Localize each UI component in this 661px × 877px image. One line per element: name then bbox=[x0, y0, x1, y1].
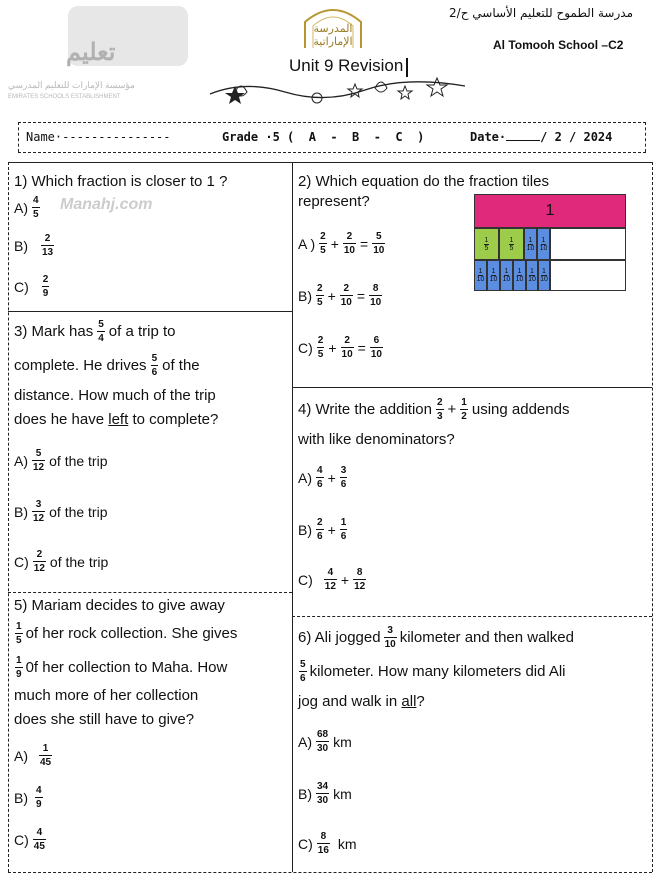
q2-option-b[interactable]: B) $\frac{2}{5}$ + $\frac{2}{10}$ = $\frac{8}{10}$ bbox=[298, 283, 382, 308]
text: of a trip to bbox=[108, 323, 176, 340]
fraction bbox=[324, 568, 337, 592]
info-box-left bbox=[18, 122, 19, 152]
text: B) bbox=[14, 238, 28, 254]
text: kilometer and then walked bbox=[399, 629, 574, 646]
denominator: 30 bbox=[317, 743, 329, 754]
q4-text-line1 bbox=[298, 398, 569, 422]
text: B) bbox=[14, 790, 28, 806]
fraction bbox=[369, 284, 382, 308]
tile-tenth bbox=[500, 260, 513, 291]
watermark-site: Manahj.com bbox=[60, 196, 153, 213]
text: B) bbox=[298, 786, 312, 802]
fraction bbox=[35, 786, 43, 810]
q2-text-line2: represent? bbox=[298, 193, 370, 210]
numerator: 4 bbox=[317, 465, 323, 476]
info-box-bottom bbox=[18, 152, 646, 153]
q5-text-line5: does she still have to give? bbox=[14, 711, 195, 728]
numerator: 34 bbox=[317, 781, 329, 792]
fraction bbox=[32, 500, 45, 524]
q3-option-b[interactable] bbox=[14, 500, 108, 524]
denominator: 12 bbox=[354, 581, 366, 592]
fraction bbox=[316, 284, 324, 308]
date-field[interactable] bbox=[470, 130, 612, 144]
text: A) bbox=[14, 453, 28, 469]
q2-option-c[interactable]: C) $\frac{2}{5}$ + $\frac{2}{10}$ = $\frac{6}{10}$ bbox=[298, 335, 382, 360]
fraction bbox=[340, 284, 353, 308]
denominator: 9 bbox=[16, 669, 22, 680]
text: 5 bbox=[484, 244, 489, 252]
text: 1 bbox=[484, 236, 489, 244]
denominator: 45 bbox=[40, 757, 52, 768]
watermark-org-en: EMIRATES SCHOOLS ESTABLISHMENT bbox=[8, 94, 121, 100]
denominator: 13 bbox=[42, 247, 54, 258]
tile-tenth bbox=[538, 260, 550, 291]
text: 10 bbox=[528, 276, 536, 283]
text: ? bbox=[416, 693, 425, 710]
text: B) bbox=[298, 288, 312, 304]
denominator: 10 bbox=[341, 349, 353, 360]
numerator: 2 bbox=[340, 284, 353, 296]
numerator: 4 bbox=[36, 785, 42, 796]
grid-right-row2 bbox=[292, 616, 652, 617]
numerator: 5 bbox=[300, 659, 306, 670]
denominator: 6 bbox=[317, 531, 323, 542]
fraction bbox=[316, 730, 329, 754]
text: C) bbox=[14, 279, 29, 295]
watermark-logo bbox=[8, 4, 183, 114]
text: A ) bbox=[298, 236, 316, 252]
denominator: 10 bbox=[343, 245, 355, 256]
denominator: 12 bbox=[33, 462, 45, 473]
denominator: 12 bbox=[33, 513, 45, 524]
text: km bbox=[337, 836, 357, 852]
fraction bbox=[15, 622, 23, 646]
fraction bbox=[317, 336, 325, 360]
numerator: 5 bbox=[98, 319, 104, 330]
text: complete. He drives bbox=[14, 357, 147, 374]
numerator: 2 bbox=[436, 397, 443, 408]
q5-option-b[interactable] bbox=[14, 786, 44, 810]
text: 3) Mark has bbox=[14, 323, 94, 340]
q5-text-line3 bbox=[14, 656, 227, 680]
q3-text-line1 bbox=[14, 320, 175, 344]
q5-text-line2 bbox=[14, 622, 237, 646]
text: C) bbox=[298, 572, 313, 588]
date-value: / 2 / 2024 bbox=[540, 130, 613, 144]
watermark-brand: تعليم bbox=[66, 39, 116, 66]
denominator: 10 bbox=[370, 297, 382, 308]
text: 10 bbox=[526, 244, 535, 252]
text: 1 bbox=[545, 202, 555, 219]
q5-option-c[interactable] bbox=[14, 828, 47, 852]
denominator: 9 bbox=[36, 799, 42, 810]
q6-option-b[interactable] bbox=[298, 782, 352, 806]
numerator: 4 bbox=[324, 568, 337, 580]
numerator: 8 bbox=[353, 568, 366, 580]
numerator: 2 bbox=[343, 232, 356, 244]
text: 10 bbox=[489, 276, 498, 283]
tile-empty bbox=[550, 260, 626, 291]
text: using addends bbox=[471, 401, 570, 418]
denominator: 10 bbox=[370, 349, 382, 360]
text: 1 bbox=[491, 268, 496, 275]
fraction bbox=[15, 656, 23, 680]
fraction bbox=[316, 518, 324, 542]
fraction bbox=[341, 336, 354, 360]
text: C) bbox=[14, 554, 29, 570]
logo-text-ar: المدرسة الإماراتية bbox=[313, 22, 353, 48]
numerator: 1 bbox=[39, 744, 52, 756]
numerator: 3 bbox=[340, 465, 347, 476]
numerator: 4 bbox=[33, 828, 46, 840]
q4-option-a[interactable]: A) $\frac{4}{6}$ + $\frac{3}{6}$ bbox=[298, 465, 347, 490]
fraction bbox=[460, 398, 468, 422]
q2-option-a[interactable]: A ) $\frac{2}{5}$ + $\frac{2}{10}$ = $\frac{5}{10}$ bbox=[298, 231, 385, 256]
numerator: 1 bbox=[16, 621, 22, 632]
numerator: 2 bbox=[41, 234, 54, 246]
tile-fifth bbox=[474, 228, 499, 260]
text: 1 bbox=[517, 268, 522, 275]
denominator: 10 bbox=[373, 245, 385, 256]
q1-option-b[interactable] bbox=[14, 234, 55, 258]
text: 1 bbox=[530, 268, 534, 275]
numerator: 5 bbox=[372, 232, 385, 244]
text: of the trip bbox=[49, 554, 109, 570]
q4-option-b[interactable]: B) $\frac{2}{6}$ + $\frac{1}{6}$ bbox=[298, 517, 347, 542]
tile-tenth bbox=[513, 260, 526, 291]
text: 1 bbox=[541, 236, 546, 244]
tile-tenth bbox=[524, 228, 537, 260]
watermark-org-ar: مؤسسة الإمارات للتعليم المدرسي bbox=[8, 80, 135, 90]
text: 10 bbox=[540, 276, 548, 283]
text: 5 bbox=[509, 244, 514, 252]
page-title: Unit 9 Revision bbox=[289, 56, 404, 75]
info-box-right bbox=[645, 122, 646, 152]
text: 1 bbox=[504, 268, 509, 275]
numerator: 2 bbox=[341, 336, 354, 348]
numerator: 2 bbox=[317, 335, 324, 346]
fraction bbox=[32, 449, 45, 473]
text: A) bbox=[298, 470, 312, 486]
text: A) bbox=[14, 200, 28, 216]
grid-top bbox=[8, 162, 652, 163]
text: left bbox=[108, 411, 129, 428]
numerator: 5 bbox=[32, 449, 45, 461]
fraction bbox=[353, 568, 366, 592]
fraction-tiles bbox=[474, 194, 626, 291]
text: of her rock collection. She gives bbox=[25, 625, 238, 642]
text: of the trip bbox=[49, 453, 108, 469]
text: 0f her collection to Maha. How bbox=[25, 659, 228, 676]
denominator: 2 bbox=[461, 411, 467, 422]
text: of the bbox=[162, 357, 200, 374]
denominator: 6 bbox=[151, 367, 158, 378]
text: all bbox=[401, 693, 417, 710]
name-field[interactable]: Name·--------------- bbox=[26, 130, 171, 144]
q1-text: 1) Which fraction is closer to 1 ? bbox=[14, 173, 228, 190]
grid-right bbox=[652, 162, 653, 872]
denominator: 5 bbox=[320, 245, 326, 256]
fraction bbox=[370, 336, 383, 360]
text: 10 bbox=[502, 276, 511, 283]
numerator: 4 bbox=[33, 195, 39, 206]
fraction bbox=[97, 320, 105, 344]
grid-middle bbox=[292, 162, 293, 872]
decorative-swirl-icon bbox=[205, 72, 475, 108]
fraction bbox=[42, 275, 50, 299]
denominator: 10 bbox=[384, 639, 396, 650]
tile-tenth bbox=[487, 260, 500, 291]
q3-text-line2 bbox=[14, 354, 200, 378]
q6-option-a[interactable] bbox=[298, 730, 352, 754]
q2-text-line1: 2) Which equation do the fraction tiles bbox=[298, 173, 549, 190]
denominator: 10 bbox=[340, 297, 352, 308]
denominator: 5 bbox=[317, 297, 323, 308]
q6-text-line2 bbox=[298, 660, 566, 684]
q6-text-line3 bbox=[298, 690, 425, 714]
denominator: 6 bbox=[340, 531, 347, 542]
fraction bbox=[384, 626, 397, 650]
fraction bbox=[39, 744, 52, 768]
text: 6) Ali jogged bbox=[298, 629, 381, 646]
q6-text-line1 bbox=[298, 626, 574, 650]
numerator: 8 bbox=[317, 832, 330, 844]
tile-fifth bbox=[499, 228, 524, 260]
fraction bbox=[41, 234, 54, 258]
grade-field[interactable]: Grade ·5 ( A - B - C ) bbox=[222, 130, 425, 144]
denominator: 9 bbox=[42, 288, 49, 299]
denominator: 30 bbox=[317, 795, 329, 806]
numerator: 2 bbox=[317, 283, 323, 294]
grid-bottom bbox=[8, 872, 652, 873]
numerator: 2 bbox=[42, 274, 49, 285]
text: B) bbox=[298, 522, 312, 538]
grid-left-row2 bbox=[8, 592, 292, 593]
denominator: 6 bbox=[340, 479, 347, 490]
fraction bbox=[316, 466, 324, 490]
text: 4) Write the addition bbox=[298, 401, 432, 418]
text: A) bbox=[298, 734, 312, 750]
fraction bbox=[343, 232, 356, 256]
text: 1 bbox=[478, 268, 483, 275]
info-box-top bbox=[18, 122, 646, 123]
tile-tenth bbox=[474, 260, 487, 291]
q5-text-line1: 5) Mariam decides to give away bbox=[14, 597, 225, 614]
text: 10 bbox=[515, 276, 524, 283]
numerator: 6 bbox=[370, 336, 383, 348]
text: 1 bbox=[509, 236, 514, 244]
fraction bbox=[372, 232, 385, 256]
numerator: 1 bbox=[461, 397, 467, 408]
text: jog and walk in bbox=[298, 693, 398, 710]
q3-text-line3: distance. How much of the trip bbox=[14, 387, 216, 404]
fraction bbox=[299, 660, 307, 684]
q3-text-line4 bbox=[14, 408, 218, 432]
date-blank bbox=[506, 140, 540, 141]
text: 1 bbox=[542, 268, 546, 275]
text: of the trip bbox=[49, 504, 108, 520]
numerator: 2 bbox=[33, 550, 46, 562]
fraction bbox=[436, 398, 444, 422]
text: does he have bbox=[14, 411, 105, 428]
numerator: 1 bbox=[16, 655, 22, 666]
text: 1 bbox=[528, 236, 533, 244]
q4-option-c[interactable]: C) $\frac{4}{12}$ + $\frac{8}{12}$ bbox=[298, 567, 366, 592]
tile-whole bbox=[474, 194, 626, 228]
grid-left-row1 bbox=[8, 311, 292, 312]
fraction bbox=[317, 832, 330, 856]
fraction bbox=[340, 466, 348, 490]
denominator: 45 bbox=[33, 841, 45, 852]
denominator: 12 bbox=[33, 563, 45, 574]
text: 10 bbox=[539, 244, 548, 252]
school-name-en: Al Tomooh School –C2 bbox=[493, 38, 624, 52]
denominator: 5 bbox=[33, 209, 39, 220]
numerator: 3 bbox=[32, 500, 45, 512]
numerator: 3 bbox=[384, 626, 397, 638]
denominator: 6 bbox=[317, 479, 323, 490]
denominator: 12 bbox=[324, 581, 336, 592]
tile-tenth bbox=[526, 260, 538, 291]
text: 10 bbox=[476, 276, 485, 283]
numerator: 1 bbox=[340, 517, 347, 528]
text: A) bbox=[14, 748, 28, 764]
fraction bbox=[316, 782, 329, 806]
q1-option-c[interactable] bbox=[14, 275, 50, 299]
fraction bbox=[33, 828, 46, 852]
fraction bbox=[319, 232, 327, 256]
text: C) bbox=[14, 832, 29, 848]
date-label: Date· bbox=[470, 130, 507, 144]
q5-text-line4: much more of her collection bbox=[14, 687, 199, 704]
q4-text-line2: with like denominators? bbox=[298, 431, 455, 448]
denominator: 6 bbox=[300, 673, 306, 684]
text: + bbox=[447, 401, 457, 418]
school-name-ar: مدرسة الطموح للتعليم الأساسي ح/2 bbox=[449, 6, 633, 20]
grid-right-row1 bbox=[292, 387, 652, 388]
text: B) bbox=[14, 504, 28, 520]
denominator: 5 bbox=[16, 635, 22, 646]
numerator: 5 bbox=[151, 353, 158, 364]
text: km bbox=[333, 734, 352, 750]
text: C) bbox=[298, 340, 313, 356]
text: C) bbox=[298, 836, 313, 852]
text: kilometer. How many kilometers did Ali bbox=[309, 663, 566, 680]
text: to complete? bbox=[132, 411, 219, 428]
numerator: 2 bbox=[320, 231, 326, 242]
school-logo bbox=[293, 4, 373, 50]
fraction bbox=[32, 196, 40, 220]
denominator: 16 bbox=[317, 845, 329, 856]
tile-empty bbox=[550, 228, 626, 260]
numerator: 8 bbox=[369, 284, 382, 296]
grid-left bbox=[8, 162, 9, 872]
fraction bbox=[340, 518, 348, 542]
numerator: 2 bbox=[317, 517, 323, 528]
denominator: 3 bbox=[436, 411, 443, 422]
text: km bbox=[333, 786, 352, 802]
q5-option-a[interactable] bbox=[14, 744, 53, 768]
q6-option-c[interactable] bbox=[298, 832, 357, 856]
q1-option-a[interactable] bbox=[14, 196, 41, 220]
q3-option-c[interactable] bbox=[14, 550, 108, 574]
numerator: 68 bbox=[317, 729, 329, 740]
fraction bbox=[151, 354, 159, 378]
denominator: 5 bbox=[317, 349, 324, 360]
q3-option-a[interactable] bbox=[14, 449, 108, 473]
fraction bbox=[33, 550, 46, 574]
denominator: 4 bbox=[98, 333, 104, 344]
tile-tenth bbox=[537, 228, 550, 260]
